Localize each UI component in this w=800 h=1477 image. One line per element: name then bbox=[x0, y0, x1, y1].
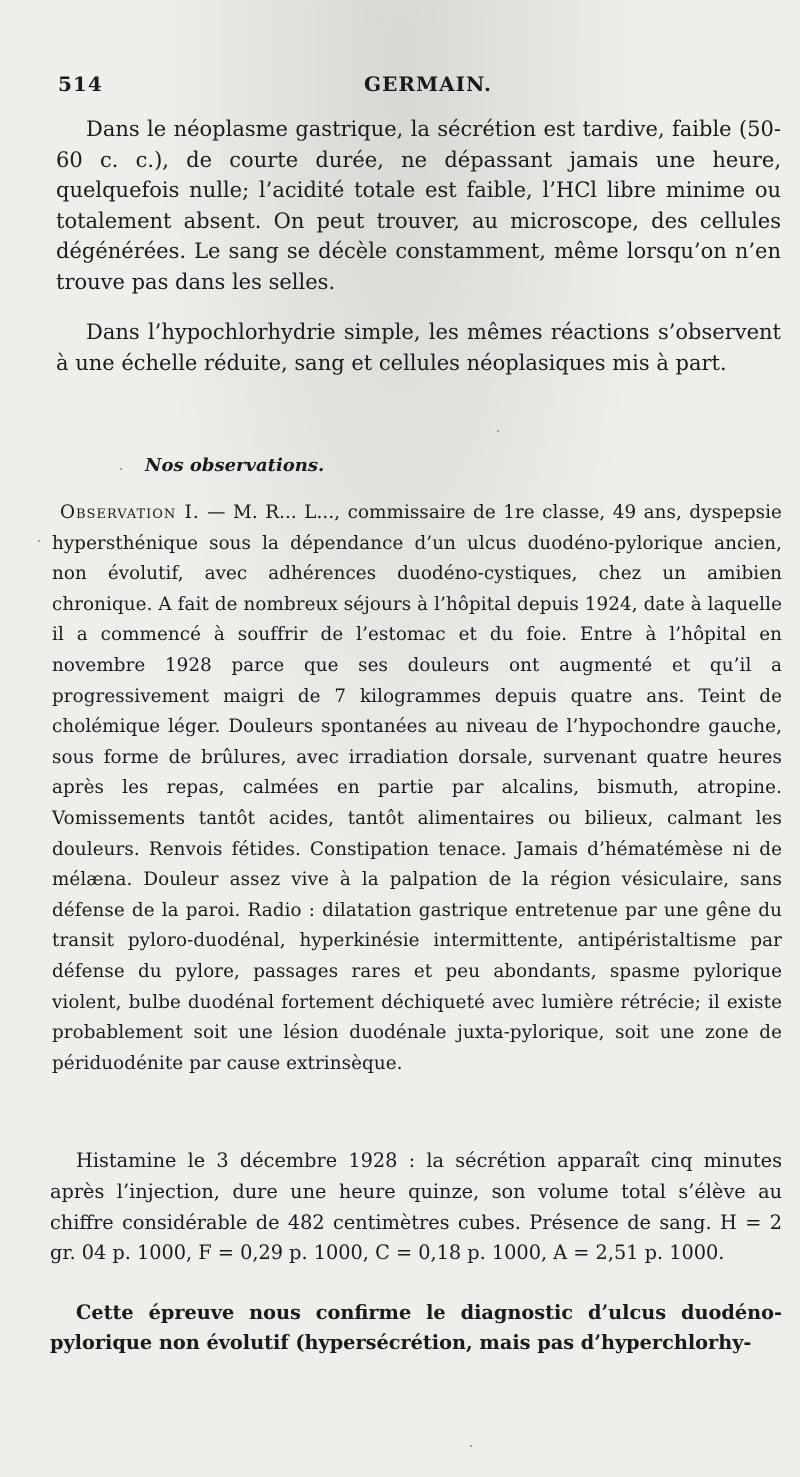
paragraph-text: Dans l’hypochlorhydrie simple, les mêmes réactions s’observent à une échelle réduite, sang et cellules néoplasiques mis à part. bbox=[56, 320, 781, 375]
paragraph-gastric-neoplasm bbox=[56, 114, 781, 297]
page-header bbox=[56, 72, 744, 106]
paragraph-text: Dans le néoplasme gastrique, la sécrétion est tardive, faible (50-60 c. c.), de courte durée, ne dépassant jamais une heure, quelquefois nulle; l’acidité totale est faible, l’HCl libre minime ou totalement absent. On peut trouver, au microscope, des cellules dégénérées. Le sang se décèle constamment, même lorsqu’on n’en trouve pas dans les selles. bbox=[56, 117, 781, 294]
observation-block bbox=[52, 498, 782, 1079]
observation-text: — M. R... L..., commissaire de 1re classe, 49 ans, dyspepsie hypersthénique sous la dépendance d’un ulcus duodéno-pylorique ancien, non évolutif, avec adhérences duodéno-cystiques, chez un amibien chronique. A fait de nombreux séjours à l’hôpital depuis 1924, date à laquelle il a commencé à souffrir de l’estomac et du foie. Entre à l’hôpital en novembre 1928 parce que ses douleurs ont augmenté et qu’il a progressivement maigri de 7 kilogrammes depuis quatre ans. Teint de cholémique léger. Douleurs spontanées au niveau de l’hypochondre gauche, sous forme de brûlures, avec irradiation dorsale, survenant quatre heures après les repas, calmées en partie par alcalins, bismuth, atropine. Vomissements tantôt acides, tantôt alimentaires ou bilieux, calmant les douleurs. Renvois fétides. Constipation tenace. Jamais d’hématémèse ni de mélæna. Douleur assez vive à la palpation de la région vésiculaire, sans défense de la paroi. Radio : dilatation gastrique entretenue par une gêne du transit pyloro-duodénal, hyperkinésie intermittente, antipéristaltisme par défense du pylore, passages rares et peu abondants, spasme pylorique violent, bulbe duodénal fortement déchiqueté avec lumière rétrécie; il existe probablement soit une lésion duodénale juxta-pylorique, soit une zone de périduodénite par cause extrinsèque. bbox=[52, 502, 782, 1074]
observation-label: Observation I. bbox=[60, 502, 200, 523]
paper-speck bbox=[470, 1445, 472, 1447]
histamine-text: Histamine le 3 décembre 1928 : la sécrétion apparaît cinq minutes après l’injection, dure une heure quinze, son volume total s’élève au chiffre considérable de 482 centimètres cubes. Présence de sang. H = 2 gr. 04 p. 1000, F = 0,29 p. 1000, C = 0,18 p. 1000, A = 2,51 p. 1000. bbox=[50, 1149, 782, 1265]
conclusion-text: Cette épreuve nous confirme le diagnostic d’ulcus duodéno-pylorique non évolutif (hypersécrétion, mais pas d’hyperchlorhy- bbox=[50, 1301, 782, 1354]
section-heading: Nos observations. bbox=[145, 455, 325, 476]
histamine-paragraph bbox=[50, 1146, 782, 1269]
conclusion-paragraph bbox=[50, 1298, 782, 1358]
paragraph-hypochlorhydria bbox=[56, 317, 781, 378]
paper-speck bbox=[120, 468, 122, 470]
page-number: 514 bbox=[58, 72, 103, 96]
paper-speck bbox=[497, 430, 499, 432]
paper-speck bbox=[38, 540, 40, 542]
observation-paragraph bbox=[52, 498, 782, 1079]
running-head: GERMAIN. bbox=[364, 72, 492, 96]
